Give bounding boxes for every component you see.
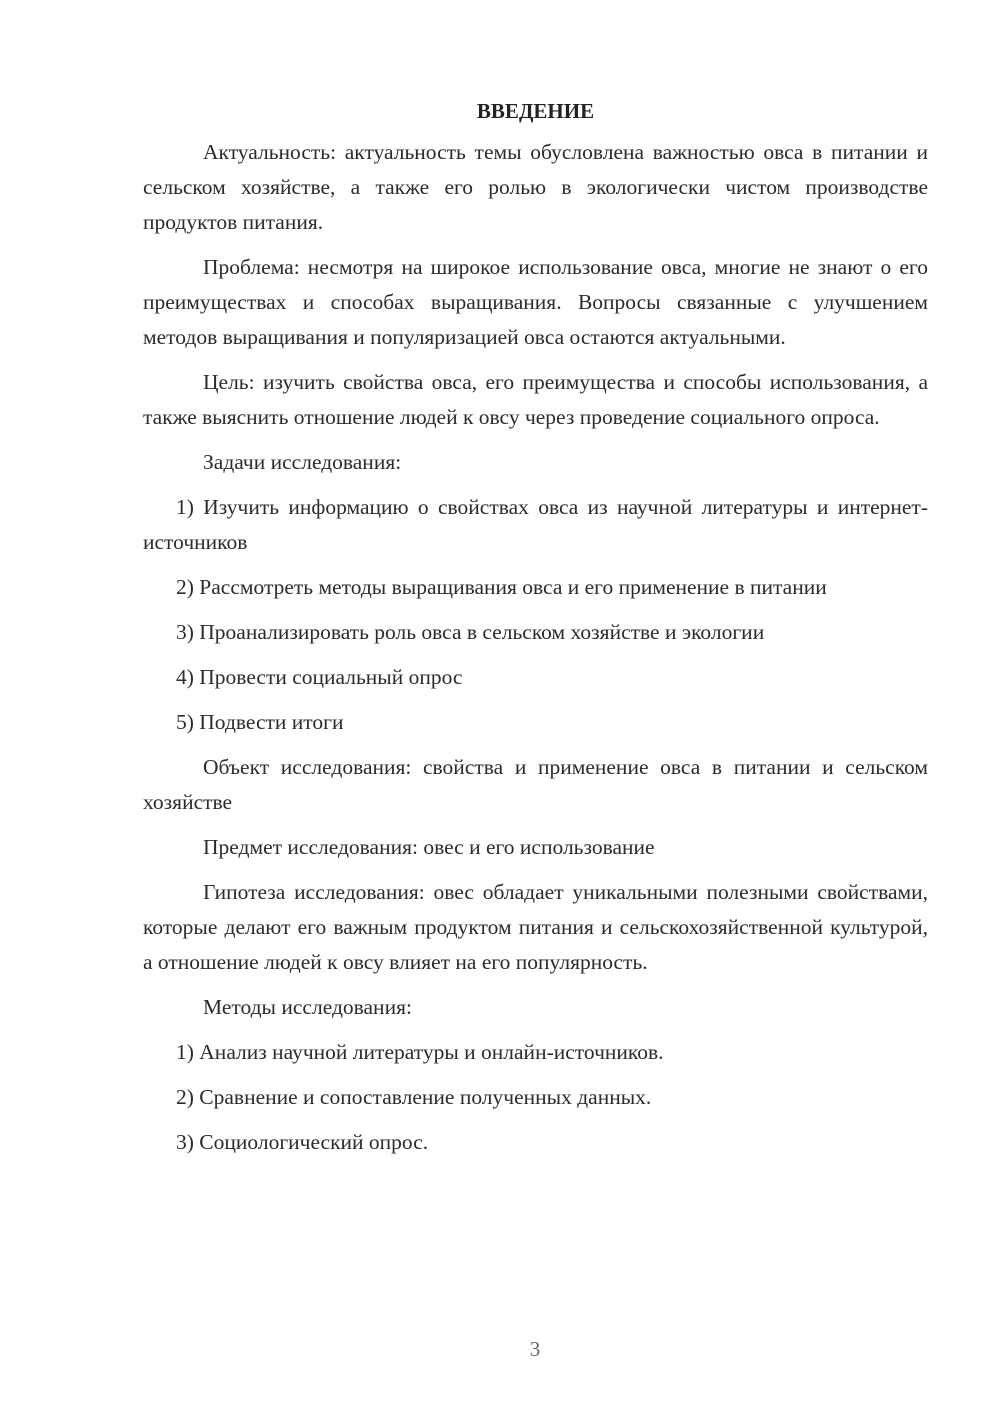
object-paragraph: Объект исследования: свойства и применение овса в питании и сельском хозяйстве — [143, 755, 928, 814]
relevance-paragraph: Актуальность: актуальность темы обусловлена важностью овса в питании и сельском хозяйстве, а также его ролью в экологически чистом производстве продуктов питания. — [143, 140, 928, 234]
method-item: 1) Анализ научной литературы и онлайн-источников. — [176, 1040, 664, 1064]
method-item: 3) Социологический опрос. — [176, 1130, 429, 1154]
goal-paragraph: Цель: изучить свойства овса, его преимущества и способы использования, а также выяснить отношение людей к овсу через проведение социального опроса. — [143, 370, 928, 429]
subject-paragraph: Предмет исследования: овес и его использование — [203, 835, 655, 859]
task-item: 4) Провести социальный опрос — [176, 665, 463, 689]
task-item: 3) Проанализировать роль овса в сельском хозяйстве и экологии — [176, 620, 765, 644]
section-title: ВВЕДЕНИЕ — [476, 99, 595, 123]
problem-paragraph: Проблема: несмотря на широкое использование овса, многие не знают о его преимуществах и способах выращивания. Вопросы связанные с улучшением методов выращивания и популяризацией овса остаются актуальными. — [143, 255, 928, 349]
task-item: 5) Подвести итоги — [176, 710, 344, 734]
hypothesis-paragraph: Гипотеза исследования: овес обладает уникальными полезными свойствами, которые делают его важным продуктом питания и сельскохозяйственной культурой, а отношение людей к овсу влияет на его популярность. — [143, 880, 928, 974]
page-number: 3 — [529, 1337, 541, 1361]
tasks-heading: Задачи исследования: — [203, 450, 402, 474]
task-item: 2) Рассмотреть методы выращивания овса и его применение в питании — [176, 575, 827, 599]
method-item: 2) Сравнение и сопоставление полученных данных. — [176, 1085, 652, 1109]
page-content — [143, 94, 928, 1170]
methods-heading: Методы исследования: — [203, 995, 412, 1019]
task-item: 1) Изучить информацию о свойствах овса из научной литературы и интернет-источников — [143, 495, 928, 554]
